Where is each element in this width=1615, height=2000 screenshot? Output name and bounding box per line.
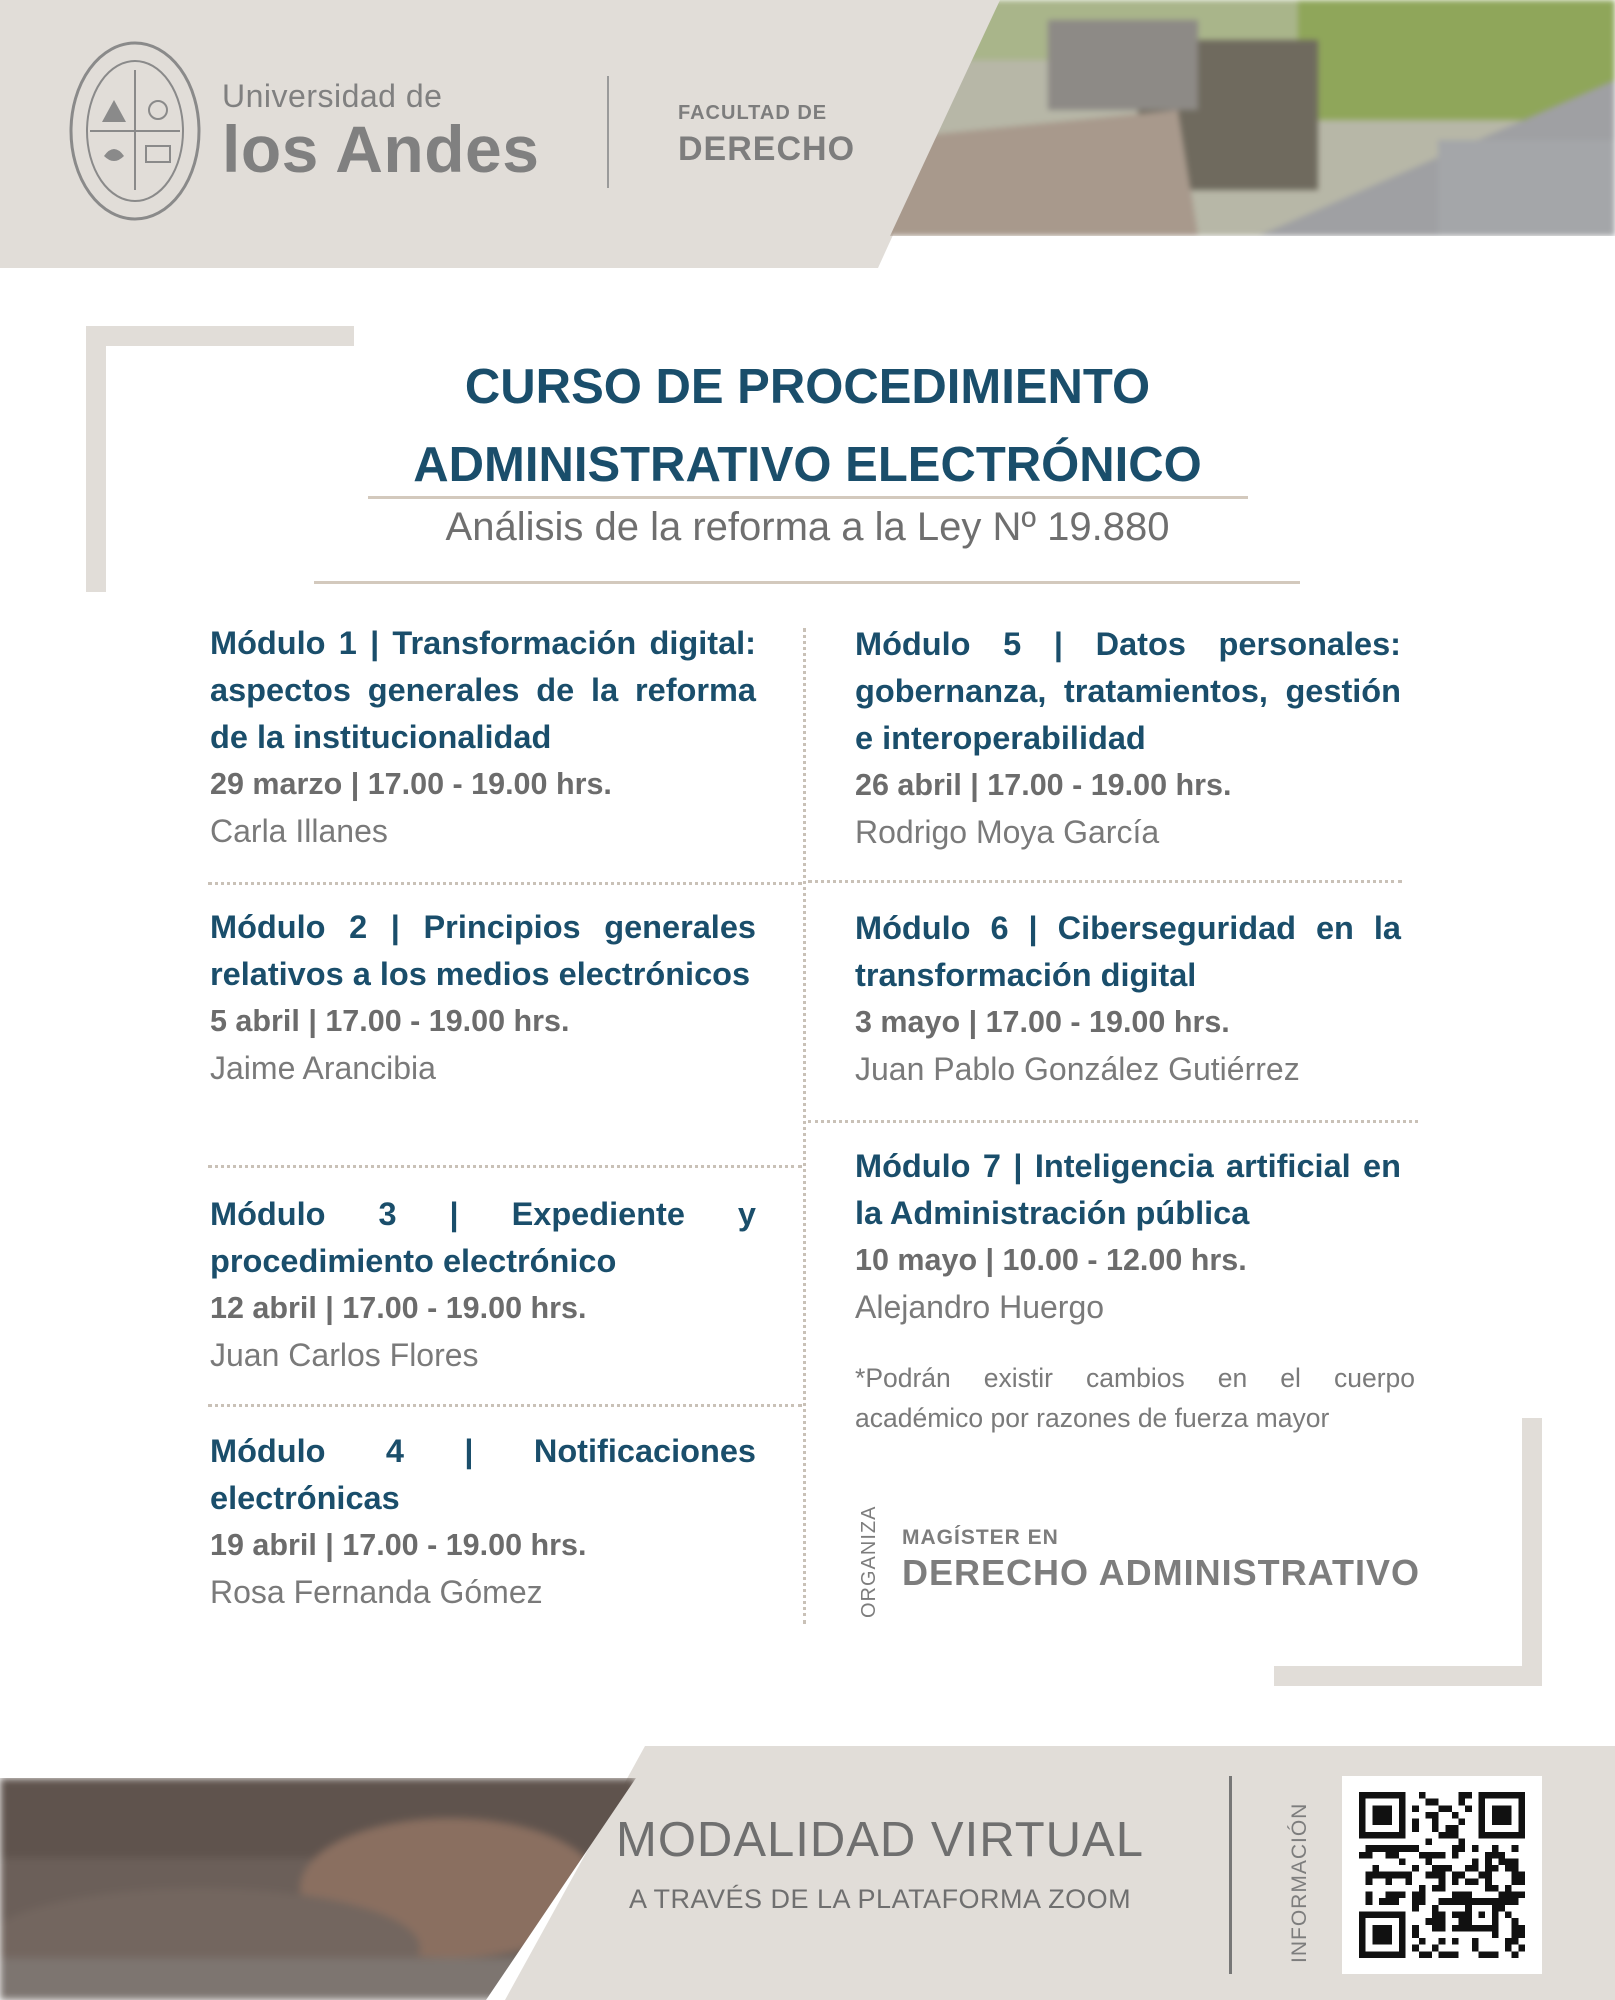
organizer-label: ORGANIZA [858,1505,880,1618]
module-date: 19 abril | 17.00 - 19.00 hrs. [210,1528,587,1562]
header-campus-photo [878,0,1615,236]
module-card-1 [210,620,756,855]
module-title: Módulo 2 | Principios generales relativos a los medios electrónicos [210,909,756,992]
platform-subtitle: A TRAVÉS DE LA PLATAFORMA ZOOM [628,1884,1132,1914]
module-date: 10 mayo | 10.00 - 12.00 hrs. [855,1243,1247,1277]
module-title: Módulo 6 | Ciberseguridad en la transformación digital [855,910,1401,993]
corner-bracket-top-left [86,326,354,346]
module-card-3 [210,1191,756,1379]
module-separator [808,880,1402,883]
module-speaker: Alejandro Huergo [855,1289,1105,1325]
course-title [200,348,1415,504]
corner-bracket-bottom-right-vertical [1522,1418,1542,1686]
university-name-line1: Universidad de [222,78,443,114]
module-date: 26 abril | 17.00 - 19.00 hrs. [855,768,1232,802]
module-separator [208,1404,802,1407]
module-speaker: Rodrigo Moya García [855,814,1160,850]
module-separator [208,1165,802,1168]
university-name-line2: los Andes [222,112,540,186]
course-title-line2: ADMINISTRATIVO ELECTRÓNICO [413,438,1202,492]
module-card-7 [855,1143,1401,1331]
organizer-line1: MAGÍSTER EN [902,1526,1059,1549]
module-title: Módulo 5 | Datos personales: gobernanza, tratamientos, gestión e interoperabilidad [855,626,1401,756]
module-card-4 [210,1428,756,1616]
faculty-line2: DERECHO [678,130,856,168]
module-speaker: Juan Carlos Flores [210,1337,479,1373]
schedule-note: *Podrán existir cambios en el cuerpo académico por razones de fuerza mayor [855,1363,1415,1433]
module-card-2 [210,904,756,1092]
module-separator [808,1120,1418,1123]
title-rule [368,496,1248,499]
info-label: INFORMACIÓN [1288,1802,1311,1963]
module-date: 3 mayo | 17.00 - 19.00 hrs. [855,1005,1230,1039]
footer-divider [1229,1776,1232,1974]
course-subtitle: Análisis de la reforma a la Ley Nº 19.880 [445,505,1170,549]
module-speaker: Rosa Fernanda Gómez [210,1574,543,1610]
corner-bracket-top-left-vertical [86,326,106,592]
column-divider [803,628,806,1624]
module-card-5 [855,621,1401,856]
module-speaker: Juan Pablo González Gutiérrez [855,1051,1300,1087]
module-speaker: Jaime Arancibia [210,1050,436,1086]
modality-title: MODALIDAD VIRTUAL [616,1813,1144,1867]
course-title-line1: CURSO DE PROCEDIMIENTO [464,360,1151,414]
module-separator [208,882,802,885]
faculty-line1: FACULTAD DE [678,102,828,124]
module-title: Módulo 3 | Expediente y procedimiento electrónico [210,1196,756,1279]
module-date: 29 marzo | 17.00 - 19.00 hrs. [210,767,612,801]
university-seal-icon [68,38,202,224]
organizer-line2: DERECHO ADMINISTRATIVO [902,1552,1421,1593]
header-divider [607,76,609,188]
module-card-6 [855,905,1401,1093]
module-date: 12 abril | 17.00 - 19.00 hrs. [210,1291,587,1325]
module-title: Módulo 1 | Transformación digital: aspectos generales de la reforma de la institucionalidad [210,625,756,755]
subtitle-rule [314,581,1300,584]
module-speaker: Carla Illanes [210,813,388,849]
module-title: Módulo 4 | Notificaciones electrónicas [210,1433,756,1516]
qr-code-icon[interactable] [1342,1776,1542,1974]
corner-bracket-bottom-right [1274,1666,1542,1686]
module-date: 5 abril | 17.00 - 19.00 hrs. [210,1004,570,1038]
module-title: Módulo 7 | Inteligencia artificial en la Administración pública [855,1148,1401,1231]
